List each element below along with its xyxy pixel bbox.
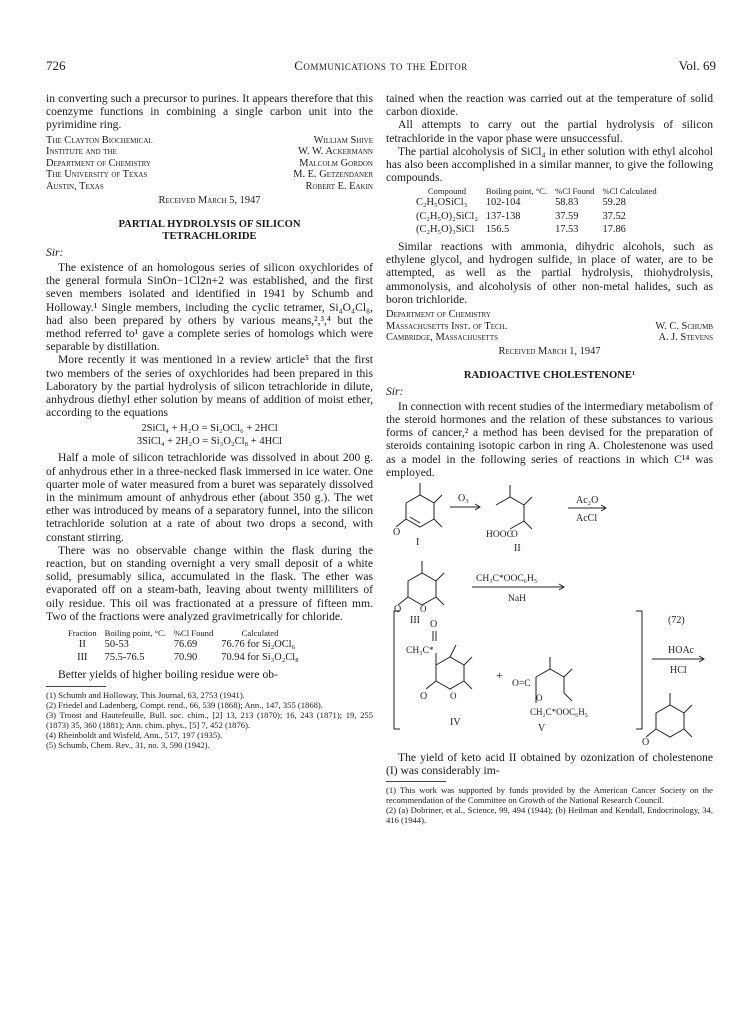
table-row: III 75.5-76.5 70.90 70.94 for Si₃O₂Cl₈	[77, 652, 299, 664]
oxygen-label: O	[420, 690, 428, 702]
oxygen-label: O	[511, 529, 518, 540]
table-header: Compound	[427, 186, 467, 197]
table-header: Boiling point, °C.	[104, 628, 166, 639]
salutation: Sir:	[386, 384, 404, 398]
reagent-benzoate: CH₃C*OOC₆H₅	[476, 573, 538, 584]
oxygen-label: O	[393, 526, 401, 538]
table-header: %Cl Found	[173, 628, 214, 639]
reagent-ac2o: Ac₂O	[576, 494, 599, 506]
reagent-hoac: HOAc	[668, 644, 695, 656]
acetyl-label: CH₃C*	[406, 645, 434, 656]
equation-number: (72)	[668, 614, 685, 626]
reagent-ozone: O₃	[458, 492, 469, 504]
footnote: (5) Schumb, Chem. Rev., 31, no. 3, 590 (1942).	[46, 739, 210, 750]
affiliation-line: The University of Texas M. E. Getzendaner	[46, 169, 373, 181]
paragraph: The existence of an homologous series of silicon oxychlorides of the general formula SinOn−1Cl2n+2 was established, and the first seven members isolated and identified in 1941 by Schumb and Holloway.¹ Single members, including the cyclic tetramer, Si₄O₄Cl₈, had also been prepared by others by various means,²,³,⁴ but the method referred to¹ gave a complete series of homologs which were separable by distillation.	[46, 260, 373, 354]
footnote: (3) Troost and Hautefeuille, Bull. soc. chim., [2] 13, 213 (1870); 16, 243 (1871); 19, 255 (1873) 35, 360 (1881); Ann. chim. phys., [5] 7, 452 (1876).	[46, 709, 373, 730]
oxygen-label: O	[642, 736, 650, 748]
affiliation-line: Austin, Texas Robert E. Eakin	[46, 180, 373, 192]
page-header	[46, 58, 716, 74]
arrow-4	[652, 656, 704, 662]
oxygen-label: O	[420, 603, 427, 614]
affiliation-line: Department of Chemistry	[386, 309, 491, 321]
oxygen-label: O	[450, 690, 457, 701]
footnote-rule	[46, 686, 106, 687]
paragraph: In connection with recent studies of the intermediary metabolism of the steroid hormones and the relation of these substances to various forms of cancer,² a method has been devised for the preparation of steroids containing isotopic carbon in ring A. Cholestenone was used as a model in the following series of reactions in which C¹⁴ was employed.	[386, 399, 713, 479]
label-i: I	[416, 536, 420, 548]
label-ii: II	[514, 542, 521, 554]
affiliation-line: Department of Chemistry Malcolm Gordon	[46, 157, 373, 169]
footnote-rule	[386, 781, 446, 782]
affiliation-line: Cambridge, Massachusetts A. J. Stevens	[386, 332, 713, 344]
affiliation-block-2	[386, 309, 713, 344]
oxygen-label: O	[536, 692, 543, 703]
structure-product	[646, 693, 692, 737]
arrow-3	[472, 584, 564, 590]
footnote: (1) This work was supported by funds provided by the American Cancer Society on the recommendation of the Committee on Growth of the National Research Council.	[386, 785, 713, 806]
received-date: Received March 1, 1947	[498, 345, 601, 357]
structure-iii	[398, 561, 444, 605]
received-date: Received March 5, 1947	[158, 194, 261, 206]
affiliation-line: Institute and the W. W. Ackermann	[46, 146, 373, 158]
salutation: Sir:	[46, 245, 64, 259]
arrow-1	[450, 504, 480, 510]
footnote: (4) Rheinboldt and Wisfeld, Ann., 517, 197 (1935).	[46, 729, 223, 740]
footnote: (2) Friedel and Ladenberg, Compt. rend., 66, 539 (1868); Ann., 147, 355 (1868).	[46, 699, 323, 710]
table-header: %Cl Calculated	[602, 186, 657, 197]
carboxyl-label: HOOC	[486, 529, 513, 540]
paragraph-continued: tained when the reaction was carried out at the temperature of solid carbon dioxide.	[386, 92, 713, 119]
reagent-nah: NaH	[508, 593, 526, 604]
paragraph: All attempts to carry out the partial hydrolysis of silicon tetrachloride in the vapor phase were unsuccessful.	[386, 118, 713, 145]
paragraph: Similar reactions with ammonia, dihydric alcohols, such as ethylene glycol, and hydrogen sulfide, in place of water, are to be attempted, as well as the partial hydrolysis, thiohydrolysis, ammonolysis, and alcoholysis of other non-metal halides, such as boron trichloride.	[386, 240, 713, 306]
table-row: II 50-53 76.69 76.76 for Si₂OCl₆	[78, 639, 296, 651]
paragraph: Half a mole of silicon tetrachloride was dissolved in about 200 g. of anhydrous ether in a three-necked flask immersed in ice water. One quarter mole of water measured from a buret was separately dissolved in the minimum amount of anhydrous ether (about 350 g.). The wet ether was introduced by means of a separatory funnel, into the silicon tetrachloride solution at a rate of about two drops a second, with constant stirring.	[46, 451, 373, 544]
table-row: (C₂H₅O)₃SiCl 156.5 17.53 17.86	[416, 223, 626, 235]
structure-ii	[496, 485, 532, 529]
label-iii: III	[410, 614, 420, 626]
plus-sign: +	[496, 667, 503, 682]
alcoholysis-table	[412, 187, 661, 236]
table-row: C₂H₅OSiCl₃ 102-104 58.83 59.28	[416, 197, 626, 209]
affiliation-line: The Clayton Biochemical William Shive	[46, 134, 373, 146]
paragraph: The partial alcoholysis of SiCl₄ in ether solution with ethyl alcohol has also been accomplished in a similar manner, to give the following compounds.	[386, 144, 713, 185]
equation-2: 3SiCl₄ + 2H₂O = Si₃O₂Cl₈ + 4HCl	[136, 436, 283, 448]
fraction-table	[64, 629, 303, 664]
oxygen-label: O	[430, 618, 438, 630]
footnote: (2) (a) Dobriner, et al., Science, 99, 494 (1944); (b) Heilman and Kendall, Endocrinology, 34, 416 (1944).	[386, 805, 713, 826]
volume-label: Vol. 69	[678, 58, 716, 73]
oxygen-label: O	[394, 603, 402, 615]
label-iv: IV	[450, 716, 461, 728]
affiliation-line: Massachusetts Inst. of Tech. W. C. Schumb	[386, 320, 713, 332]
running-head: Communications to the Editor	[294, 58, 468, 73]
article-title: RADIOACTIVE CHOLESTENONE¹	[463, 370, 636, 382]
paragraph: There was no observable change within the flask during the reaction, but on standing overnight a very small deposit of a white solid, presumably silica, accumulated in the flask. The ether was evaporated off on a steam-bath, leaving about twenty milliliters of oily residue. This oil was fractionated at a pressure of fifteen mm. Two of the fractions were analyzed gravimetrically for chloride.	[46, 543, 373, 623]
table-row: (C₂H₅O)₂SiCl₂ 137-138 37.59 37.52	[416, 210, 626, 222]
side-chain-label: CH₂C*OOC₆H₅	[530, 706, 588, 717]
structure-i	[396, 483, 442, 527]
carbonyl-label: O=C	[512, 678, 531, 689]
reagent-accl: AcCl	[576, 512, 598, 524]
left-bracket	[394, 611, 400, 729]
paragraph-continued: in converting such a precursor to purines. It appears therefore that this coenzyme functions in combining a single carbon unit into the pyrimidine ring.	[46, 92, 373, 132]
right-bracket	[636, 611, 642, 729]
article-title: PARTIAL HYDROLYSIS OF SILICON TETRACHLORIDE	[118, 218, 301, 243]
affiliation-block-1	[46, 135, 373, 193]
reagent-hcl: HCl	[670, 664, 687, 676]
paragraph: More recently it was mentioned in a review article⁵ that the first two members of the series of oxychlorides had been prepared in this Laboratory by the partial hydrolysis of silicon tetrachloride in dilute, anhydrous diethyl ether solution by means of addition of moist ether, according to the equations	[46, 353, 373, 420]
table-header: Fraction	[68, 628, 97, 639]
reaction-scheme	[386, 481, 713, 749]
footnote: (1) Schumb and Holloway, This Journal, 63, 2753 (1941).	[46, 689, 245, 700]
paragraph: Better yields of higher boiling residue were ob-	[58, 668, 278, 682]
paragraph: The yield of keto acid II obtained by ozonization of cholestenone (I) was considerably im-	[386, 750, 713, 778]
table-header: Boiling point, °C.	[485, 186, 548, 197]
right-column	[386, 92, 713, 825]
label-v: V	[538, 722, 546, 734]
table-header: Calculated	[241, 628, 279, 639]
table-header: %Cl Found	[555, 186, 595, 197]
page-number: 726	[46, 58, 66, 73]
left-column	[46, 92, 373, 750]
equation-1: 2SiCl₄ + H₂O = Si₂OCl₆ + 2HCl	[141, 423, 278, 435]
